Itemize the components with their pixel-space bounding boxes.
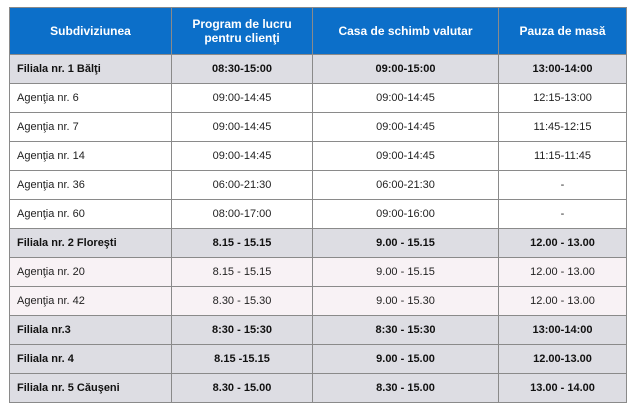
subdivision-name: Filiala nr.3	[10, 316, 172, 345]
lunch-break: 12.00 - 13.00	[499, 287, 627, 316]
subdivision-name: Agenţia nr. 20	[10, 258, 172, 287]
lunch-break: 11:15-11:45	[499, 142, 627, 171]
exchange-hours: 9.00 - 15.00	[313, 345, 499, 374]
program-hours: 8:30 - 15:30	[172, 316, 313, 345]
lunch-break: 12.00 - 13.00	[499, 258, 627, 287]
program-hours: 8.30 - 15.00	[172, 374, 313, 403]
table-row	[10, 316, 627, 345]
subdivision-name: Filiala nr. 1 Bălţi	[10, 55, 172, 84]
subdivision-name: Agenţia nr. 60	[10, 200, 172, 229]
program-hours: 8.15 -15.15	[172, 345, 313, 374]
program-hours: 08:30-15:00	[172, 55, 313, 84]
exchange-hours: 09:00-14:45	[313, 142, 499, 171]
exchange-hours: 06:00-21:30	[313, 171, 499, 200]
lunch-break: -	[499, 200, 627, 229]
program-hours: 09:00-14:45	[172, 142, 313, 171]
table-row	[10, 55, 627, 84]
program-hours: 8.15 - 15.15	[172, 229, 313, 258]
lunch-break: 13:00-14:00	[499, 55, 627, 84]
program-hours: 09:00-14:45	[172, 113, 313, 142]
exchange-hours: 8:30 - 15:30	[313, 316, 499, 345]
table-row	[10, 229, 627, 258]
table-row	[10, 258, 627, 287]
lunch-break: 12.00 - 13.00	[499, 229, 627, 258]
subdivision-name: Agenţia nr. 14	[10, 142, 172, 171]
lunch-break: 12:15-13:00	[499, 84, 627, 113]
program-hours: 09:00-14:45	[172, 84, 313, 113]
program-hours: 06:00-21:30	[172, 171, 313, 200]
schedule-table-container	[9, 7, 627, 403]
header-casa-schimb: Casa de schimb valutar	[313, 8, 499, 55]
lunch-break: 13:00-14:00	[499, 316, 627, 345]
lunch-break: -	[499, 171, 627, 200]
subdivision-name: Agenţia nr. 7	[10, 113, 172, 142]
branch-schedule-table	[9, 7, 627, 403]
subdivision-name: Filiala nr. 2 Floreşti	[10, 229, 172, 258]
header-pauza: Pauza de masă	[499, 8, 627, 55]
table-row	[10, 142, 627, 171]
header-row	[10, 8, 627, 55]
table-row	[10, 113, 627, 142]
table-row	[10, 345, 627, 374]
exchange-hours: 09:00-15:00	[313, 55, 499, 84]
exchange-hours: 09:00-14:45	[313, 84, 499, 113]
subdivision-name: Agenţia nr. 42	[10, 287, 172, 316]
table-row	[10, 200, 627, 229]
program-hours: 8.30 - 15.30	[172, 287, 313, 316]
program-hours: 08:00-17:00	[172, 200, 313, 229]
program-hours: 8.15 - 15.15	[172, 258, 313, 287]
header-program: Program de lucru pentru clienţi	[172, 8, 313, 55]
exchange-hours: 9.00 - 15.30	[313, 287, 499, 316]
exchange-hours: 09:00-16:00	[313, 200, 499, 229]
lunch-break: 11:45-12:15	[499, 113, 627, 142]
subdivision-name: Agenţia nr. 36	[10, 171, 172, 200]
subdivision-name: Agenţia nr. 6	[10, 84, 172, 113]
lunch-break: 13.00 - 14.00	[499, 374, 627, 403]
table-row	[10, 171, 627, 200]
table-row	[10, 287, 627, 316]
exchange-hours: 9.00 - 15.15	[313, 229, 499, 258]
exchange-hours: 9.00 - 15.15	[313, 258, 499, 287]
lunch-break: 12.00-13.00	[499, 345, 627, 374]
subdivision-name: Filiala nr. 5 Căuşeni	[10, 374, 172, 403]
header-subdiviziunea: Subdiviziunea	[10, 8, 172, 55]
table-row	[10, 374, 627, 403]
subdivision-name: Filiala nr. 4	[10, 345, 172, 374]
table-row	[10, 84, 627, 113]
exchange-hours: 8.30 - 15.00	[313, 374, 499, 403]
exchange-hours: 09:00-14:45	[313, 113, 499, 142]
